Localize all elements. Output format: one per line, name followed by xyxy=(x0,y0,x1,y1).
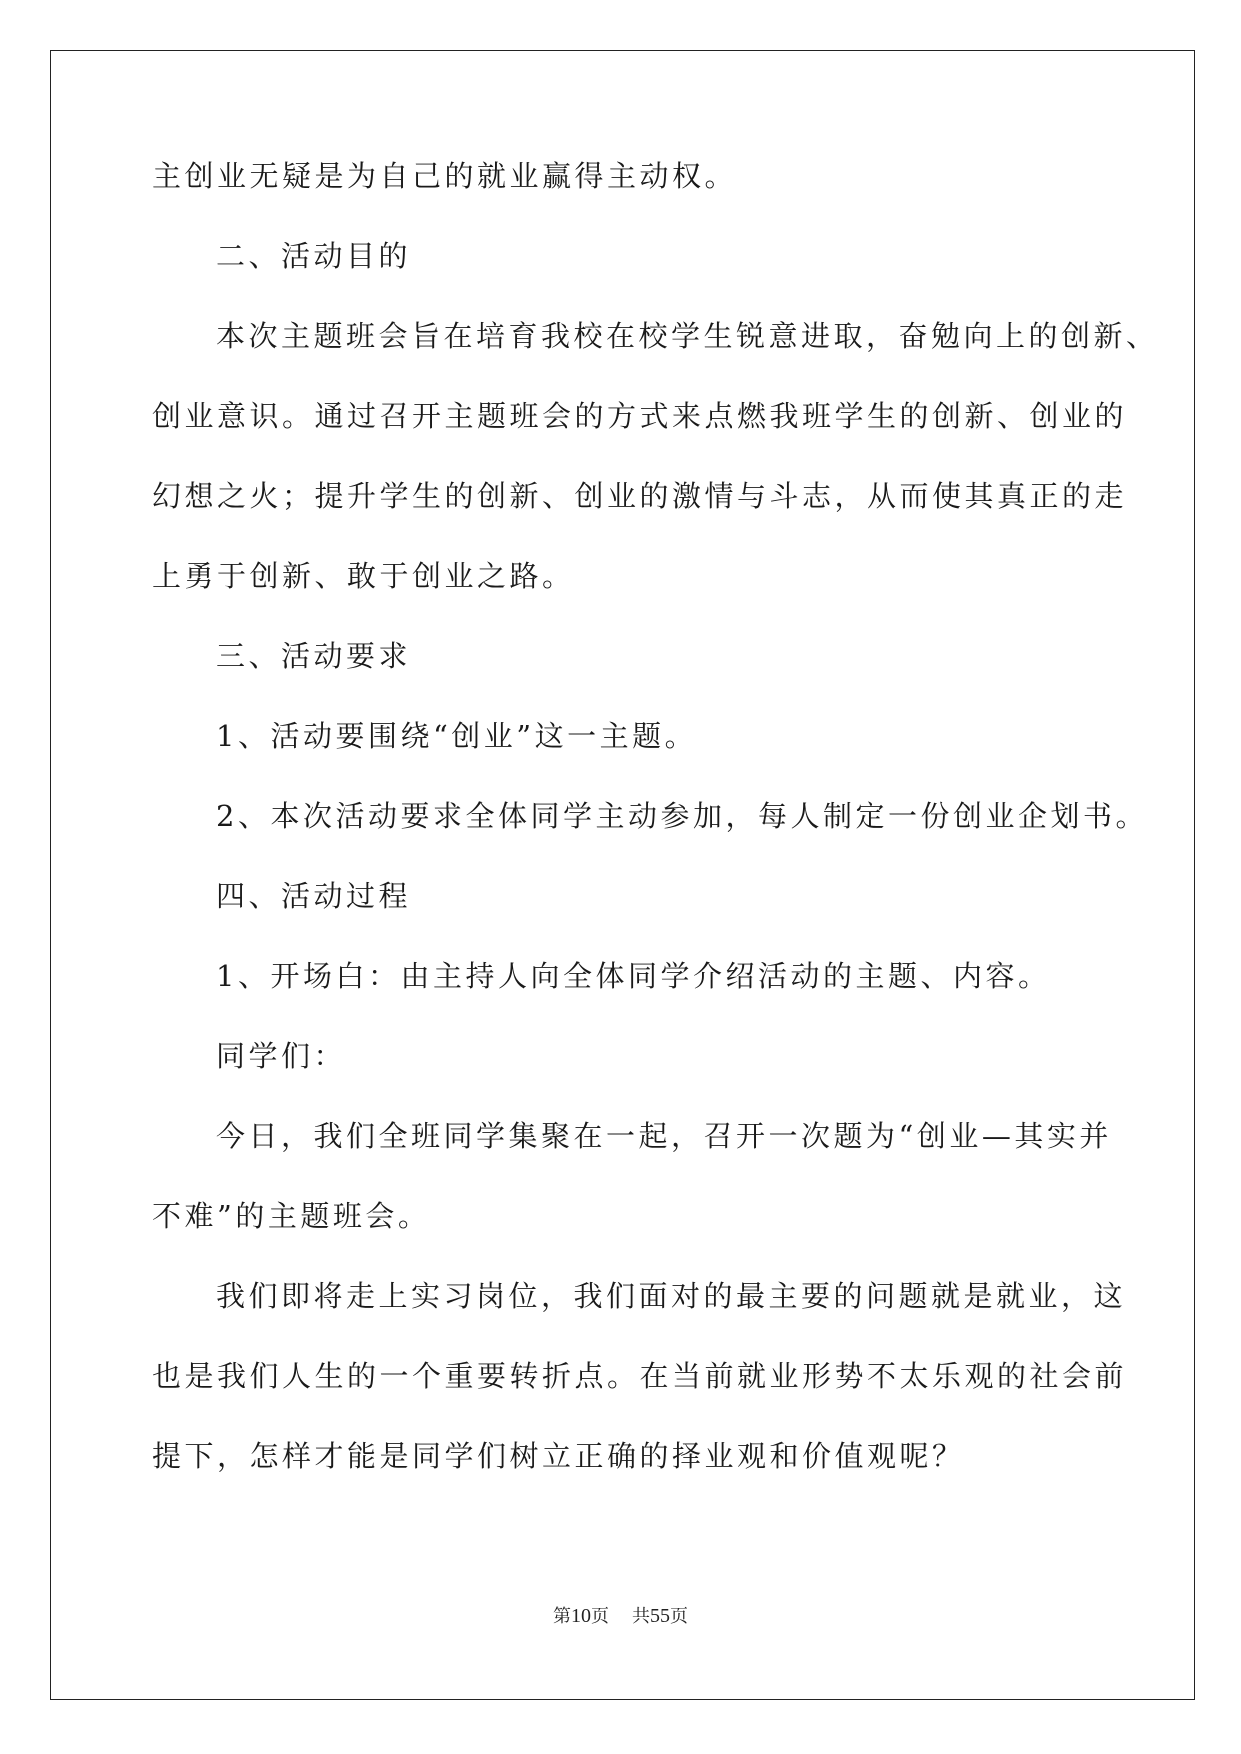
page-footer xyxy=(0,1606,1241,1627)
paragraph-line: 不难”的主题班会。 xyxy=(152,1199,431,1233)
paragraph-line: 提下，怎样才能是同学们树立正确的择业观和价值观呢？ xyxy=(152,1439,965,1473)
paragraph-line: 创业意识。通过召开主题班会的方式来点燃我班学生的创新、创业的 xyxy=(152,399,1128,433)
document-body xyxy=(152,159,1159,1522)
paragraph-line: 主创业无疑是为自己的就业赢得主动权。 xyxy=(152,159,738,193)
paragraph-line: 上勇于创新、敢于创业之路。 xyxy=(152,559,575,593)
list-item: 1、活动要围绕“创业”这一主题。 xyxy=(216,719,698,753)
total-pages: 共55页 xyxy=(631,1605,688,1627)
paragraph-line: 今日，我们全班同学集聚在一起，召开一次题为“创业—其实并 xyxy=(216,1119,1112,1153)
section-heading: 四、活动过程 xyxy=(216,879,412,913)
paragraph-line: 也是我们人生的一个重要转折点。在当前就业形势不太乐观的社会前 xyxy=(152,1359,1128,1393)
section-heading: 三、活动要求 xyxy=(216,639,412,673)
paragraph-line: 本次主题班会旨在培育我校在校学生锐意进取，奋勉向上的创新、 xyxy=(216,319,1159,353)
section-heading: 二、活动目的 xyxy=(216,239,412,273)
paragraph-line: 同学们： xyxy=(216,1039,347,1073)
paragraph-line: 我们即将走上实习岗位，我们面对的最主要的问题就是就业，这 xyxy=(216,1279,1127,1313)
page-number: 第10页 xyxy=(553,1605,610,1627)
list-item: 2、本次活动要求全体同学主动参加，每人制定一份创业企划书。 xyxy=(216,799,1148,833)
list-item: 1、开场白：由主持人向全体同学介绍活动的主题、内容。 xyxy=(216,959,1051,993)
paragraph-line: 幻想之火；提升学生的创新、创业的激情与斗志，从而使其真正的走 xyxy=(152,479,1128,513)
